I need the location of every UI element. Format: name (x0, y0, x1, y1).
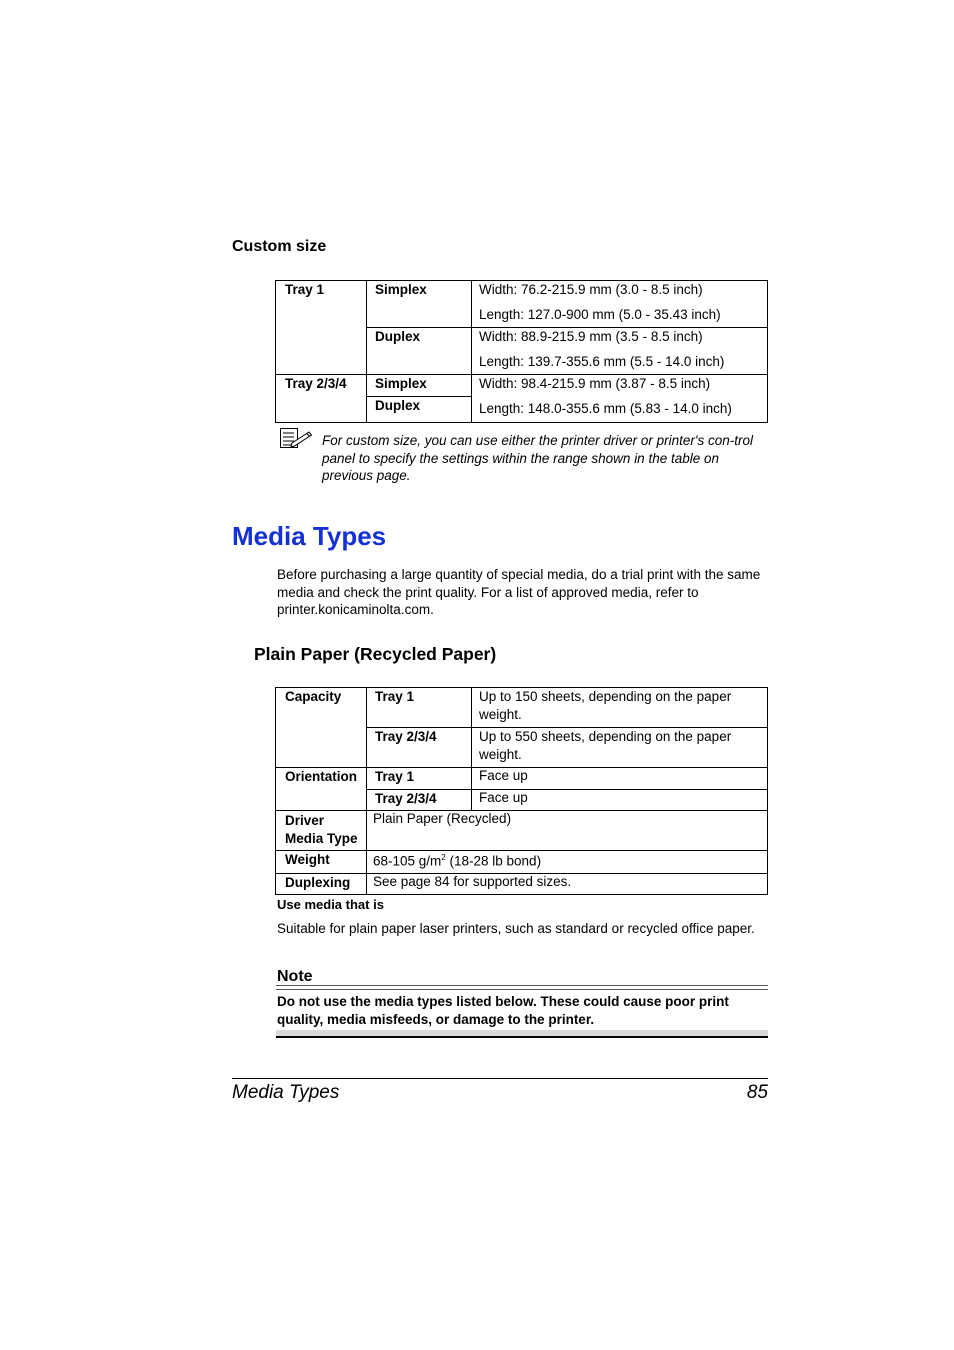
use-media-text: Suitable for plain paper laser printers, such as standard or recycled office paper. (277, 921, 755, 936)
note-bottom-rule (276, 1030, 768, 1038)
tray-cell: Tray 2/3/4 (367, 728, 472, 768)
intro-paragraph: Before purchasing a large quantity of special media, do a trial print with the same media and check the print quality. For a list of approved media, refer to printer.konicaminolta.com. (277, 567, 761, 618)
mode-cell: Simplex (367, 375, 472, 397)
page-number: 85 (746, 1082, 768, 1103)
table-row (276, 768, 768, 790)
tray-cell: Tray 1 (276, 281, 367, 375)
size-line: Width: 98.4-215.9 mm (3.87 - 8.5 inch) (479, 376, 711, 391)
size-cell (472, 375, 768, 423)
orientation-label: Orientation (276, 768, 367, 811)
note-heading: Note (277, 968, 313, 985)
page-title: Media Types (232, 521, 387, 551)
mode-cell: Duplex (367, 328, 472, 375)
driver-value: Plain Paper (Recycled) (367, 811, 768, 851)
duplexing-value: See page 84 for supported sizes. (367, 874, 768, 895)
table-row (276, 811, 768, 851)
driver-label (276, 811, 367, 851)
plain-paper-heading: Plain Paper (Recycled Paper) (254, 644, 497, 664)
mode-cell: Simplex (367, 281, 472, 328)
plain-paper-table (275, 687, 768, 895)
table-row (276, 688, 768, 728)
custom-size-table (275, 280, 768, 423)
capacity-value: Up to 550 sheets, depending on the paper weight. (472, 728, 768, 768)
weight-value (367, 851, 768, 874)
driver-label-line: Driver (285, 813, 325, 828)
footer-divider (232, 1078, 768, 1079)
weight-value-superscript: 2 (441, 853, 446, 862)
orientation-value: Face up (472, 790, 768, 811)
tray-cell: Tray 1 (367, 688, 472, 728)
capacity-value: Up to 150 sheets, depending on the paper weight. (472, 688, 768, 728)
table-row (276, 851, 768, 874)
mode-cell: Duplex (367, 397, 472, 423)
table-row (276, 281, 768, 328)
weight-label: Weight (276, 851, 367, 874)
note-divider (276, 985, 768, 986)
footer-section-title: Media Types (232, 1082, 340, 1103)
weight-value-text: (18-28 lb bond) (445, 853, 542, 869)
tray-cell: Tray 1 (367, 768, 472, 790)
size-cell (472, 328, 768, 375)
driver-label-line: Media Type (285, 831, 358, 846)
size-line: Length: 139.7-355.6 mm (5.5 - 14.0 inch) (479, 354, 725, 369)
note-divider (276, 989, 768, 990)
note-body: Do not use the media types listed below. These could cause poor print quality, media misfeeds, or damage to the printer. (277, 994, 729, 1027)
table-row (276, 874, 768, 895)
size-line: Width: 88.9-215.9 mm (3.5 - 8.5 inch) (479, 329, 703, 344)
size-line: Width: 76.2-215.9 mm (3.0 - 8.5 inch) (479, 282, 703, 297)
orientation-value: Face up (472, 768, 768, 790)
size-line: Length: 148.0-355.6 mm (5.83 - 14.0 inch) (479, 401, 732, 416)
tray-cell: Tray 2/3/4 (276, 375, 367, 423)
tray-cell: Tray 2/3/4 (367, 790, 472, 811)
table-row (276, 375, 768, 397)
custom-size-note: For custom size, you can use either the printer driver or printer's con-trol panel to specify the settings within the range shown in the table on previous page. (322, 433, 753, 484)
capacity-label: Capacity (276, 688, 367, 768)
note-pencil-icon (279, 427, 313, 449)
size-cell (472, 281, 768, 328)
weight-value-text: 68-105 g/m (373, 853, 442, 869)
use-media-label: Use media that is (277, 897, 384, 912)
duplexing-label: Duplexing (276, 874, 367, 895)
size-line: Length: 127.0-900 mm (5.0 - 35.43 inch) (479, 307, 721, 322)
custom-size-heading: Custom size (232, 238, 327, 255)
